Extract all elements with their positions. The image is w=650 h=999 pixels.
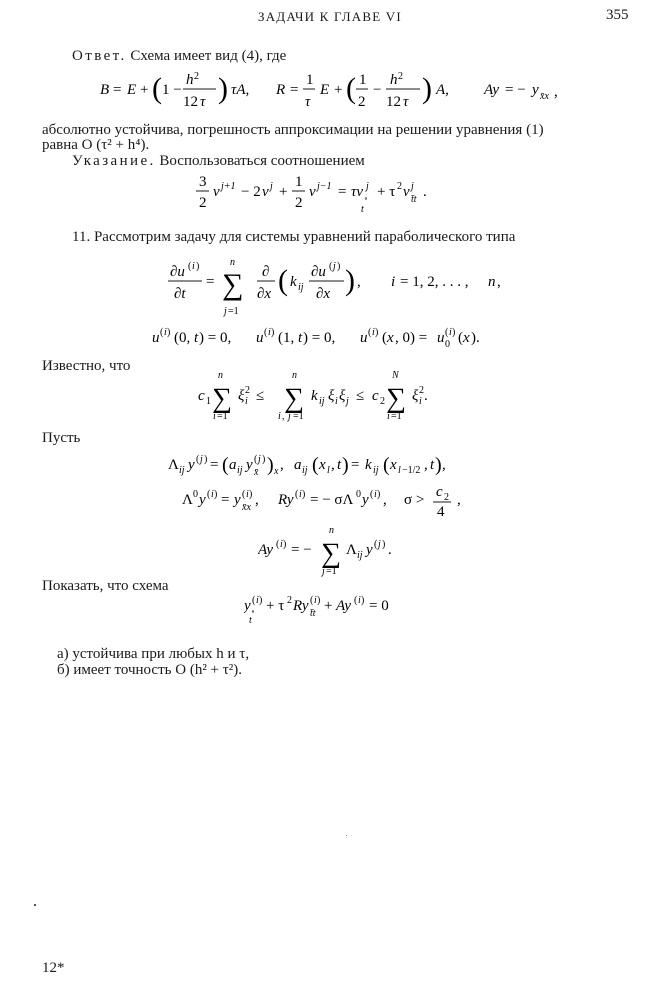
svg-text:τ: τ — [305, 94, 311, 110]
known-label: Известно, что — [42, 358, 131, 374]
svg-text:i: i — [164, 327, 167, 338]
svg-text:(: ( — [370, 489, 374, 500]
svg-text:a: a — [229, 457, 237, 473]
svg-text:): ) — [259, 595, 263, 606]
svg-text:): ) — [262, 454, 266, 465]
svg-text:1: 1 — [359, 72, 367, 88]
svg-text:1: 1 — [295, 174, 303, 190]
svg-text:,: , — [357, 274, 361, 290]
svg-text:N: N — [392, 370, 399, 381]
svg-text:+: + — [279, 184, 288, 200]
svg-text:Ry: Ry — [278, 492, 294, 508]
svg-text:u: u — [256, 330, 264, 346]
svg-text:n: n — [329, 525, 334, 536]
svg-text:a: a — [294, 457, 302, 473]
answer-paragraph — [72, 48, 286, 64]
svg-text:h: h — [186, 72, 194, 88]
svg-text:i: i — [246, 489, 249, 500]
svg-text:= 1, 2, . . . ,: = 1, 2, . . . , — [400, 274, 469, 290]
svg-text:): ) — [214, 489, 218, 500]
svg-text:+ τ: + τ — [266, 598, 285, 614]
svg-text:t: t — [249, 615, 252, 626]
svg-text:(: ( — [252, 595, 256, 606]
svg-text:2: 2 — [194, 71, 199, 82]
svg-text:i: i — [278, 411, 281, 422]
svg-text:∘: ∘ — [251, 607, 255, 616]
svg-text:i: i — [335, 396, 338, 407]
svg-text:c: c — [198, 388, 205, 404]
svg-text:): ) — [271, 327, 275, 338]
page-number: 355 — [606, 7, 629, 23]
hint-paragraph — [72, 153, 365, 169]
svg-text:,: , — [282, 411, 285, 422]
svg-text:ξ: ξ — [339, 388, 346, 404]
svg-text:σ >: σ > — [404, 492, 425, 508]
svg-text:k: k — [290, 274, 297, 290]
svg-text:u: u — [152, 330, 160, 346]
svg-text:Λ: Λ — [168, 457, 179, 473]
svg-text:y: y — [366, 542, 373, 558]
let-label: Пусть — [42, 430, 81, 446]
svg-text:): ) — [302, 489, 306, 500]
svg-text:ij: ij — [373, 465, 379, 476]
svg-text:j: j — [200, 454, 203, 465]
formula-a-operator — [258, 524, 438, 578]
svg-text:j: j — [258, 454, 261, 465]
svg-text:(: ( — [295, 489, 299, 500]
svg-text:(0,: (0, — [174, 330, 191, 346]
svg-text:2: 2 — [295, 195, 303, 211]
svg-text:τ: τ — [200, 94, 206, 110]
svg-text:): ) — [342, 454, 349, 476]
formula-hint — [195, 172, 495, 218]
svg-text:τv: τv — [351, 184, 364, 200]
svg-text:= −: = − — [291, 542, 312, 558]
svg-text:E: E — [320, 82, 330, 98]
svg-text:n: n — [488, 274, 496, 290]
formula-r-operator — [182, 484, 502, 520]
svg-text:2: 2 — [419, 385, 424, 396]
svg-text:τ: τ — [403, 94, 409, 110]
svg-text:0: 0 — [445, 339, 450, 350]
svg-text:t: t — [361, 204, 364, 215]
svg-text:τA,: τA, — [231, 82, 250, 98]
svg-text:): ) — [345, 264, 355, 297]
svg-text:j−1: j−1 — [317, 181, 332, 192]
svg-text:∑: ∑ — [386, 383, 406, 414]
signature-mark: 12* — [42, 960, 65, 976]
svg-text:j: j — [378, 539, 381, 550]
svg-text:): ) — [382, 539, 386, 550]
svg-text:∑: ∑ — [212, 383, 232, 414]
answer-text: Схема имеет вид (4), где — [130, 48, 287, 64]
svg-text:t̄t: t̄t — [411, 194, 417, 205]
svg-text:i: i — [299, 489, 302, 500]
svg-text:i: i — [192, 261, 195, 272]
svg-text:4: 4 — [437, 504, 445, 520]
svg-text:(: ( — [188, 261, 192, 272]
svg-text:(: ( — [368, 327, 372, 338]
svg-text:j: j — [224, 306, 227, 317]
svg-text:i: i — [245, 396, 248, 407]
scan-speck — [34, 904, 36, 906]
svg-text:j: j — [411, 181, 414, 192]
svg-text:12: 12 — [183, 94, 198, 110]
svg-text:∂u: ∂u — [170, 264, 185, 280]
svg-text:,: , — [424, 457, 428, 473]
problem-number: 11. — [72, 229, 91, 245]
svg-text:u: u — [360, 330, 368, 346]
svg-text:(: ( — [329, 261, 333, 272]
svg-text:): ) — [422, 72, 432, 105]
svg-text:): ) — [375, 327, 379, 338]
svg-text:,: , — [457, 492, 461, 508]
svg-text:n: n — [292, 370, 297, 381]
svg-text:k: k — [311, 388, 318, 404]
running-title: ЗАДАЧИ К ГЛАВЕ VI — [258, 9, 402, 24]
svg-text:∂u: ∂u — [311, 264, 326, 280]
svg-text:): ) — [167, 327, 171, 338]
svg-text:y: y — [532, 82, 539, 98]
svg-text:1 −: 1 − — [162, 82, 182, 98]
svg-text:u: u — [437, 330, 445, 346]
svg-text:,: , — [331, 457, 335, 473]
svg-text:): ) — [218, 72, 228, 105]
svg-text:=: = — [210, 457, 219, 473]
svg-text:.: . — [424, 388, 428, 404]
svg-text:ij: ij — [302, 465, 308, 476]
svg-text:− 2: − 2 — [241, 184, 261, 200]
svg-text:(: ( — [254, 454, 258, 465]
svg-text:(: ( — [312, 454, 319, 476]
svg-text:,: , — [383, 492, 387, 508]
svg-text:v: v — [403, 184, 410, 200]
svg-text:=: = — [221, 492, 230, 508]
svg-text:(: ( — [222, 454, 229, 476]
svg-text:(1,: (1, — [278, 330, 295, 346]
scan-speck — [346, 835, 347, 836]
svg-text:x̄x: x̄x — [242, 502, 251, 513]
svg-text:): ) — [361, 595, 365, 606]
svg-text:(: ( — [242, 489, 246, 500]
svg-text:+: + — [324, 598, 333, 614]
svg-text:∑: ∑ — [222, 268, 244, 301]
svg-text:c: c — [372, 388, 379, 404]
svg-text:x: x — [387, 330, 394, 346]
svg-text:ij: ij — [237, 465, 243, 476]
svg-text:(: ( — [278, 264, 288, 297]
svg-text:x: x — [319, 457, 326, 473]
svg-text:.: . — [388, 542, 392, 558]
svg-text:+: + — [334, 82, 343, 98]
svg-text:1: 1 — [306, 72, 314, 88]
svg-text:): ) — [267, 454, 274, 476]
svg-text:) = 0,: ) = 0, — [303, 330, 336, 346]
formula-operator-lambda — [168, 450, 508, 480]
svg-text:(: ( — [276, 539, 280, 550]
svg-text:x: x — [274, 466, 279, 477]
svg-text:i: i — [314, 595, 317, 606]
svg-text:≤: ≤ — [356, 388, 365, 404]
problem-11-statement — [72, 229, 515, 245]
svg-text:): ) — [317, 595, 321, 606]
svg-text:k: k — [365, 457, 372, 473]
svg-text:y: y — [234, 492, 241, 508]
svg-text:.: . — [423, 184, 427, 200]
svg-text:i: i — [372, 327, 375, 338]
formula-scheme — [244, 590, 444, 626]
svg-text:): ) — [196, 261, 200, 272]
svg-text:j+1: j+1 — [221, 181, 236, 192]
svg-text:): ) — [435, 454, 442, 476]
svg-text:v: v — [213, 184, 220, 200]
svg-text:E: E — [127, 82, 137, 98]
show-label: Показать, что схема — [42, 578, 169, 594]
svg-text:i: i — [419, 396, 422, 407]
svg-text:=: = — [290, 82, 299, 98]
svg-text:y: y — [362, 492, 369, 508]
svg-text:h: h — [390, 72, 398, 88]
svg-text:l: l — [327, 465, 330, 476]
svg-text:2: 2 — [444, 492, 449, 503]
svg-text:n: n — [218, 370, 223, 381]
svg-text:ξ: ξ — [328, 388, 335, 404]
svg-text:∘: ∘ — [364, 194, 368, 203]
svg-text:ij: ij — [357, 550, 363, 561]
formula-ellipticity — [198, 368, 488, 424]
svg-text:∑: ∑ — [284, 383, 304, 414]
svg-text:,: , — [554, 84, 558, 100]
svg-text:): ) — [283, 539, 287, 550]
svg-text:+ τ: + τ — [377, 184, 396, 200]
svg-text:ij: ij — [319, 396, 325, 407]
svg-text:v: v — [309, 184, 316, 200]
svg-text:Ay: Ay — [336, 598, 351, 614]
svg-text:j: j — [288, 411, 291, 422]
svg-text:(: ( — [160, 327, 164, 338]
svg-text:2: 2 — [397, 181, 402, 192]
svg-text:∂x: ∂x — [316, 286, 331, 302]
svg-text:x̄: x̄ — [254, 467, 259, 478]
svg-text:=: = — [206, 274, 215, 290]
svg-text:3: 3 — [199, 174, 207, 190]
svg-text:i: i — [268, 327, 271, 338]
svg-text:y: y — [199, 492, 206, 508]
svg-text:=1: =1 — [326, 566, 337, 577]
svg-text:=1: =1 — [391, 411, 402, 422]
svg-text:0: 0 — [193, 489, 198, 500]
svg-text:= 0: = 0 — [369, 598, 389, 614]
svg-text:): ) — [204, 454, 208, 465]
list-item: а) устойчива при любых h и τ, — [57, 646, 250, 662]
svg-text:=1: =1 — [228, 306, 239, 317]
svg-text:t: t — [337, 457, 342, 473]
svg-text:ij: ij — [298, 282, 304, 293]
svg-text:(: ( — [310, 595, 314, 606]
svg-text:,: , — [442, 457, 446, 473]
svg-text:(: ( — [354, 595, 358, 606]
svg-text:): ) — [337, 261, 341, 272]
svg-text:Ay: Ay — [484, 82, 499, 98]
svg-text:x̄x: x̄x — [540, 91, 549, 102]
svg-text:i: i — [211, 489, 214, 500]
svg-text:i: i — [256, 595, 259, 606]
svg-text:v: v — [262, 184, 269, 200]
formula-system — [168, 252, 528, 320]
svg-text:, 0) =: , 0) = — [395, 330, 428, 346]
svg-text:): ) — [249, 489, 253, 500]
svg-text:∂x: ∂x — [257, 286, 272, 302]
svg-text:j: j — [366, 181, 369, 192]
svg-text:,: , — [255, 492, 259, 508]
svg-text:=: = — [338, 184, 347, 200]
svg-text:2: 2 — [358, 94, 366, 110]
svg-text:(: ( — [264, 327, 268, 338]
svg-text:=1: =1 — [293, 411, 304, 422]
svg-text:1: 1 — [206, 396, 211, 407]
svg-text:2: 2 — [398, 71, 403, 82]
svg-text:t: t — [194, 330, 199, 346]
svg-text:y: y — [246, 457, 253, 473]
svg-text:Λ: Λ — [182, 492, 193, 508]
svg-text:,: , — [497, 274, 501, 290]
svg-text:A,: A, — [436, 82, 449, 98]
svg-text:∂t: ∂t — [174, 286, 186, 302]
svg-text:ξ: ξ — [412, 388, 419, 404]
svg-text:Ay: Ay — [258, 542, 273, 558]
answer-line-1: абсолютно устойчива, погрешность аппроксимации на решении уравнения (1) — [42, 122, 544, 138]
svg-text:ξ: ξ — [238, 388, 245, 404]
svg-text:(: ( — [346, 72, 356, 105]
svg-text:=: = — [351, 457, 360, 473]
svg-text:y: y — [244, 598, 251, 614]
svg-text:t: t — [298, 330, 303, 346]
svg-text:2: 2 — [245, 385, 250, 396]
svg-text:B: B — [100, 82, 110, 98]
svg-text:i: i — [358, 595, 361, 606]
svg-text:l: l — [398, 465, 401, 476]
svg-text:≤: ≤ — [256, 388, 265, 404]
svg-text:i: i — [280, 539, 283, 550]
svg-text:i: i — [213, 411, 216, 422]
svg-text:R: R — [276, 82, 286, 98]
svg-text:x: x — [390, 457, 397, 473]
svg-text:−: − — [373, 82, 382, 98]
svg-text:c: c — [436, 484, 443, 500]
svg-text:= − σΛ: = − σΛ — [310, 492, 354, 508]
hint-text: Воспользоваться соотношением — [159, 153, 365, 169]
svg-text:(: ( — [207, 489, 211, 500]
svg-text:Λ: Λ — [346, 542, 357, 558]
svg-text:0: 0 — [356, 489, 361, 500]
svg-text:=1: =1 — [217, 411, 228, 422]
hint-label: Указание. — [72, 153, 156, 169]
svg-text:(: ( — [196, 454, 200, 465]
svg-text:(: ( — [445, 327, 449, 338]
svg-text:+: + — [140, 82, 149, 98]
answer-line-2: равна O (τ² + h⁴). — [42, 137, 150, 153]
svg-text:∑: ∑ — [321, 538, 341, 569]
svg-text:12: 12 — [386, 94, 401, 110]
svg-text:t: t — [430, 457, 435, 473]
formula-boundary — [152, 322, 532, 352]
svg-text:(: ( — [458, 330, 463, 346]
list-item: б) имеет точность O (h² + τ²). — [57, 662, 243, 678]
svg-text:) = 0,: ) = 0, — [199, 330, 232, 346]
svg-text:j: j — [322, 566, 325, 577]
svg-text:=: = — [113, 82, 122, 98]
svg-text:−1/2: −1/2 — [402, 465, 421, 476]
svg-text:j: j — [270, 181, 273, 192]
svg-text:y: y — [188, 457, 195, 473]
svg-text:,: , — [280, 457, 284, 473]
formula-operators — [100, 70, 610, 114]
svg-text:2: 2 — [199, 195, 207, 211]
svg-text:2: 2 — [380, 396, 385, 407]
svg-text:j: j — [346, 396, 349, 407]
svg-text:ij: ij — [179, 465, 185, 476]
svg-text:i: i — [391, 274, 396, 290]
svg-text:= −: = − — [505, 82, 526, 98]
svg-text:t̄t: t̄t — [310, 608, 316, 619]
svg-text:∂: ∂ — [262, 264, 270, 280]
svg-text:): ) — [452, 327, 456, 338]
svg-text:(: ( — [382, 330, 387, 346]
svg-text:(: ( — [383, 454, 390, 476]
svg-text:).: ). — [471, 330, 480, 346]
svg-text:x: x — [463, 330, 470, 346]
svg-text:(: ( — [152, 72, 162, 105]
svg-text:n: n — [230, 257, 235, 268]
svg-text:j: j — [333, 261, 336, 272]
svg-text:(: ( — [374, 539, 378, 550]
answer-label: Ответ. — [72, 48, 127, 64]
svg-text:i: i — [449, 327, 452, 338]
svg-text:): ) — [377, 489, 381, 500]
svg-text:Ry: Ry — [293, 598, 309, 614]
svg-text:i: i — [387, 411, 390, 422]
svg-text:i: i — [374, 489, 377, 500]
problem-text: Рассмотрим задачу для системы уравнений параболического типа — [93, 229, 516, 245]
svg-text:2: 2 — [287, 595, 292, 606]
